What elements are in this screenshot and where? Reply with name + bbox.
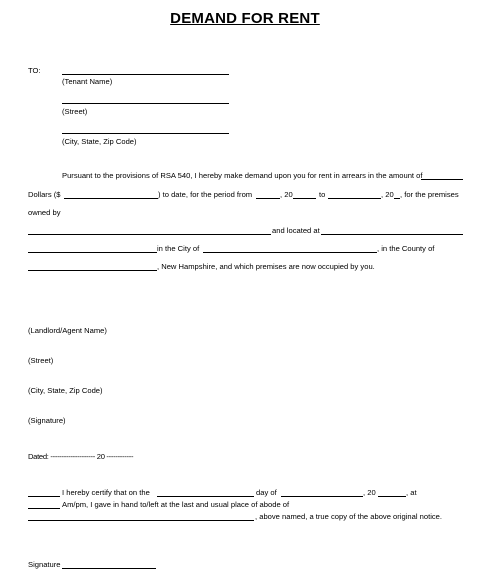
tenant-city-line[interactable] bbox=[62, 133, 229, 134]
document-title: DEMAND FOR RENT bbox=[170, 10, 320, 27]
cert-name-line[interactable] bbox=[28, 520, 254, 521]
dollar-amount-line[interactable] bbox=[64, 198, 158, 199]
body-line-4-located: and located at bbox=[272, 226, 320, 235]
cert-indent-line[interactable] bbox=[28, 496, 60, 497]
cert-year-line[interactable] bbox=[378, 496, 406, 497]
period-from-line[interactable] bbox=[256, 198, 280, 199]
body-line-3-owned-by: owned by bbox=[28, 208, 61, 217]
tenant-street-line[interactable] bbox=[62, 103, 229, 104]
body-line-1: Pursuant to the provisions of RSA 540, I hereby make demand upon you for rent in arrears in the amount of bbox=[62, 171, 423, 180]
cert-line-1-at: , at bbox=[406, 488, 417, 497]
body-line-2-period: ) to date, for the period from bbox=[158, 190, 253, 199]
footer-signature-label: Signature bbox=[28, 560, 61, 569]
cert-line-3: , above named, a true copy of the above original notice. bbox=[255, 512, 443, 521]
address-line[interactable] bbox=[28, 252, 157, 253]
body-line-6: , New Hampshire, and which premises are now occupied by you. bbox=[157, 262, 375, 271]
body-line-5-county: , in the County of bbox=[377, 244, 435, 253]
tenant-name-line[interactable] bbox=[62, 74, 229, 75]
body-line-2-dollars: Dollars ($ bbox=[28, 190, 61, 199]
cert-line-1-day-of: day of bbox=[256, 488, 277, 497]
cert-date-line[interactable] bbox=[157, 496, 254, 497]
tenant-city-label: (City, State, Zip Code) bbox=[62, 137, 137, 146]
body-line-2-to: to bbox=[319, 190, 326, 199]
body-line-5-city: in the City of bbox=[157, 244, 200, 253]
county-line[interactable] bbox=[28, 270, 157, 271]
cert-time-line[interactable] bbox=[28, 508, 60, 509]
period-from-year-line[interactable] bbox=[293, 198, 316, 199]
landlord-name-label: (Landlord/Agent Name) bbox=[28, 326, 107, 335]
period-to-line[interactable] bbox=[328, 198, 381, 199]
cert-line-1: I hereby certify that on the bbox=[62, 488, 150, 497]
location-line[interactable] bbox=[321, 234, 463, 235]
body-line-2-year1: , 20 bbox=[280, 190, 293, 199]
to-label: TO: bbox=[28, 66, 41, 75]
landlord-signature-label: (Signature) bbox=[28, 416, 66, 425]
landlord-street-label: (Street) bbox=[28, 356, 54, 365]
cert-line-2: Am/pm, I gave in hand to/left at the last and usual place of abode of bbox=[62, 500, 290, 509]
landlord-city-label: (City, State, Zip Code) bbox=[28, 386, 103, 395]
city-line[interactable] bbox=[203, 252, 377, 253]
body-line-2-year2: , 20 bbox=[381, 190, 394, 199]
body-line-2-premises: , for the premises bbox=[400, 190, 459, 199]
owner-line[interactable] bbox=[28, 234, 271, 235]
tenant-name-label: (Tenant Name) bbox=[62, 77, 113, 86]
tenant-street-label: (Street) bbox=[62, 107, 88, 116]
cert-line-1-year: , 20 bbox=[363, 488, 376, 497]
dated-line: Dated: -------------------- 20 ------------ bbox=[28, 452, 134, 461]
amount-line[interactable] bbox=[421, 179, 463, 180]
footer-signature-line[interactable] bbox=[62, 568, 156, 569]
cert-month-line[interactable] bbox=[281, 496, 363, 497]
